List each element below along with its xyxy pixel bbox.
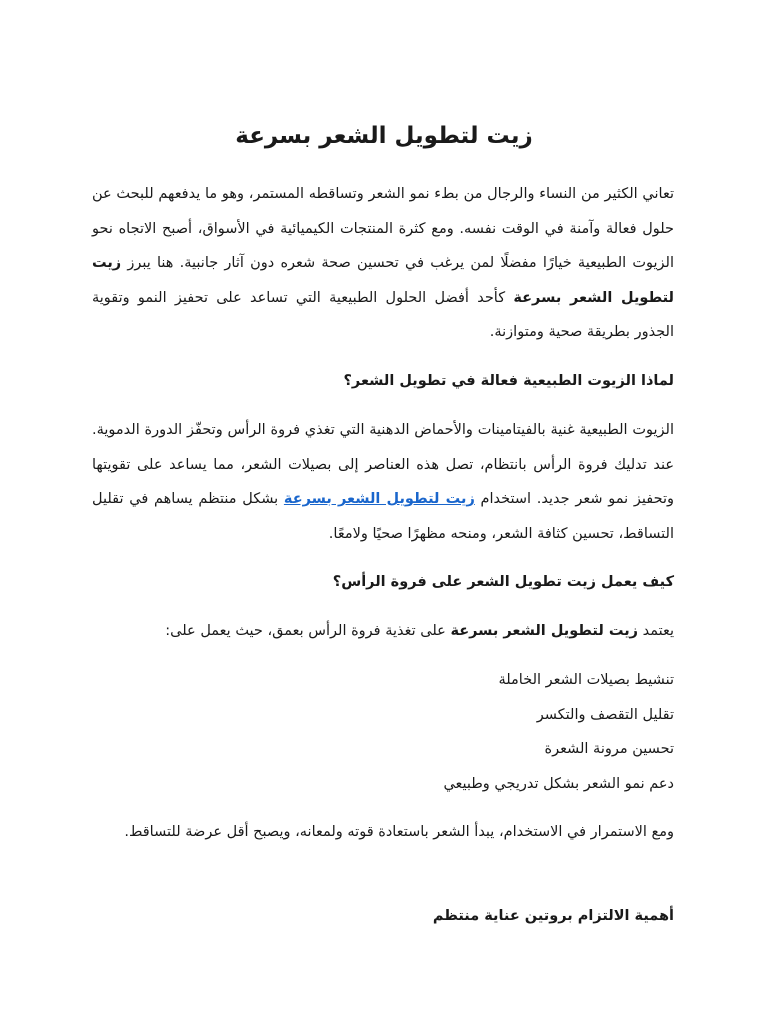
why-text-start: الزيوت الطبيعية غنية بالفيتامينات والأحماض الدهنية التي تغذي فروة الرأس وتحفّز الدورة الدموية. عند تدليك فروة الرأس بانتظام، تصل هذه العناصر إلى بصيلات الشعر، مما يساعد على تقويتها وتحفيز نمو شعر جديد. استخدام bbox=[92, 422, 674, 507]
heading-how-oil-works: كيف يعمل زيت تطويل الشعر على فروة الرأس؟ bbox=[332, 574, 674, 590]
list-item: دعم نمو الشعر بشكل تدريجي وطبيعي bbox=[443, 775, 674, 792]
intro-text-end: كأحد أفضل الحلول الطبيعية التي تساعد على تحفيز النمو وتقوية الجذور بطريقة صحية ومتوازنة. bbox=[92, 289, 674, 340]
why-text-end: بشكل منتظم يساهم في تقليل التساقط، تحسين كثافة الشعر، ومنحه مظهرًا صحيًا ولامعًا. bbox=[92, 491, 674, 542]
keyword-link[interactable]: زيت لتطويل الشعر بسرعة bbox=[283, 491, 475, 507]
intro-paragraph bbox=[92, 177, 674, 350]
intro-keyword-bold: زيت لتطويل الشعر بسرعة bbox=[92, 255, 674, 306]
continuation-paragraph: ومع الاستمرار في الاستخدام، يبدأ الشعر باستعادة قوته ولمعانه، ويصبح أقل عرضة للتساقط. bbox=[124, 824, 674, 840]
benefits-list bbox=[92, 663, 674, 801]
heading-why-natural-oils: لماذا الزيوت الطبيعية فعالة في تطويل الشعر؟ bbox=[343, 373, 674, 389]
list-item: تنشيط بصيلات الشعر الخاملة bbox=[498, 672, 674, 688]
how-keyword-bold: زيت لتطويل الشعر بسرعة bbox=[450, 623, 638, 639]
page-title: زيت لتطويل الشعر بسرعة bbox=[235, 123, 533, 149]
list-item: تقليل التقصف والتكسر bbox=[536, 706, 674, 723]
how-text-end: على تغذية فروة الرأس بعمق، حيث يعمل على: bbox=[165, 623, 451, 639]
how-text-start: يعتمد bbox=[637, 623, 674, 639]
heading-routine-importance: أهمية الالتزام بروتين عناية منتظم bbox=[432, 908, 674, 924]
how-intro-paragraph bbox=[92, 614, 674, 649]
list-item: تحسين مرونة الشعرة bbox=[544, 741, 674, 757]
why-paragraph bbox=[92, 413, 674, 551]
intro-text-start: تعاني الكثير من النساء والرجال من بطء نمو الشعر وتساقطه المستمر، وهو ما يدفعهم للبحث عن حلول فعالة وآمنة في الوقت نفسه. ومع كثرة المنتجات الكيميائية في الأسواق، أصبح الاتجاه نحو الزيوت الطبيعية خيارًا مفضلًا لمن يرغب في تحسين صحة شعره دون آثار جانبية. هنا يبرز bbox=[92, 186, 674, 271]
